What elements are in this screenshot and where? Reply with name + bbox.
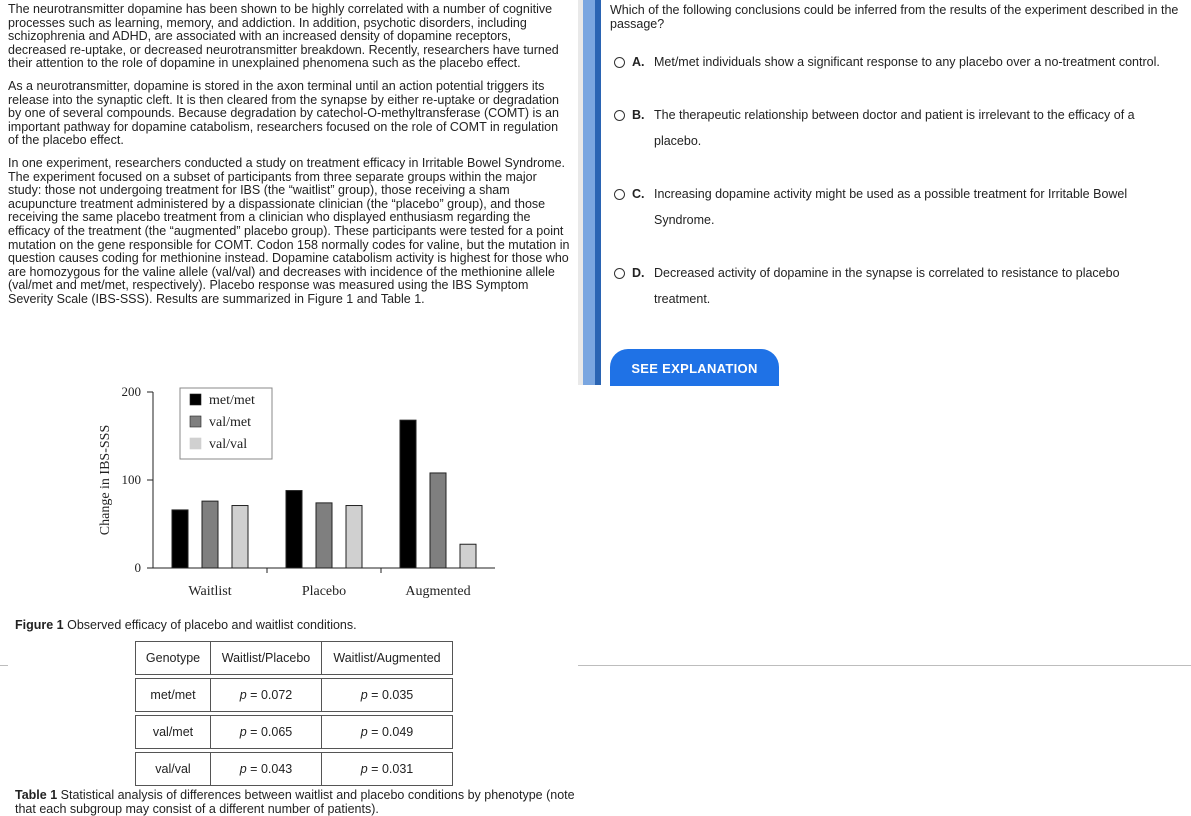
table-header-row [135,641,453,675]
genotype-cell: val/val [135,752,211,786]
table-caption [15,788,575,816]
choice-letter: A. [632,55,645,69]
table-header: Genotype [135,641,211,675]
bar-val-met-waitlist [202,501,218,568]
stats-table [135,641,453,786]
radio-icon[interactable] [614,57,625,68]
panel-separator-accent [595,0,601,385]
table-caption-text: Statistical analysis of differences between waitlist and placebo conditions by phenotype (note that each subgroup may consist of a different number of patients). [15,788,575,816]
bar-met-met-augmented [400,420,416,568]
bar-val-met-placebo [316,503,332,568]
choice-text: Met/met individuals show a significant response to any placebo over a no-treatment control. [654,55,1160,69]
y-tick-label: 200 [121,384,141,399]
waitlist-augmented-cell: p = 0.035 [322,678,453,712]
waitlist-augmented-cell: p = 0.049 [322,715,453,749]
choice-letter: C. [632,187,645,201]
figure-caption-text: Observed efficacy of placebo and waitlist conditions. [63,618,357,632]
bar-val-val-augmented [460,544,476,568]
y-axis-label: Change in IBS-SSS [98,424,113,536]
figure-caption [15,618,357,632]
waitlist-augmented-cell: p = 0.031 [322,752,453,786]
radio-icon[interactable] [614,189,625,200]
genotype-cell: met/met [135,678,211,712]
see-explanation-button[interactable]: SEE EXPLANATION [610,349,779,386]
table-row [135,752,453,786]
bar-val-met-augmented [430,473,446,568]
bar-met-met-placebo [286,491,302,568]
figure-1-bar-chart [90,380,510,605]
waitlist-placebo-cell: p = 0.065 [211,715,322,749]
y-tick-label: 0 [134,560,141,575]
waitlist-placebo-cell: p = 0.072 [211,678,322,712]
legend-label: val/met [209,415,251,430]
x-tick-label: Placebo [301,584,347,599]
legend-swatch [190,438,201,449]
choice-letter: B. [632,108,645,122]
waitlist-placebo-cell: p = 0.043 [211,752,322,786]
choice-text: The therapeutic relationship between doctor and patient is irrelevant to the efficacy of a placebo. [654,108,1135,148]
bar-met-met-waitlist [172,510,188,568]
choice-letter: D. [632,266,645,280]
table-row [135,715,453,749]
table-header: Waitlist/Placebo [211,641,322,675]
divider [578,665,1191,666]
divider [0,665,8,666]
choice-text: Decreased activity of dopamine in the synapse is correlated to resistance to placebo treatment. [654,266,1120,306]
bar-val-val-placebo [346,506,362,568]
passage-paragraph: In one experiment, researchers conducted a study on treatment efficacy in Irritable Bowel Syndrome. The experiment focused on a subset of participants from three separate groups within the major study: those not undergoing treatment for IBS (the “waitlist” group), those receiving a sham acupuncture treatment administered by a dispassionate clinician (the “placebo” group), and those receiving the same placebo treatment from a clinician who displayed enthusiasm regarding the efficacy of the treatment (the “augmented” placebo group). These participants were tested for a point mutation on the gene responsible for COMT. Codon 158 normally codes for valine, but the mutation in question causes coding for methionine instead. Dopamine catabolism activity is highest for those who are homozygous for the valine allele (val/val) and decreases with incidence of the methionine allele (val/met and met/met, respectively). Placebo response was measured using the IBS Symptom Severity Scale (IBS-SSS). Results are summarized in Figure 1 and Table 1. [8,155,570,306]
passage-paragraph: The neurotransmitter dopamine has been shown to be highly correlated with a number of cognitive processes such as learning, memory, and addiction. In addition, psychotic disorders, including schizophrenia and ADHD, are associated with an increased density of dopamine receptors, decreased re-uptake, or decreased neurotransmitter breakdown. Recently, researchers have turned their attention to the role of dopamine in unexplained phenomena such as the placebo effect. [8,2,559,71]
table-row [135,678,453,712]
figure-caption-label: Figure 1 [15,618,64,632]
table-header: Waitlist/Augmented [322,641,453,675]
table-caption-label: Table 1 [15,788,58,802]
passage-paragraph: As a neurotransmitter, dopamine is stored in the axon terminal until an action potential triggers its release into the synaptic cleft. It is then cleared from the synapse by either re-uptake or degradation by one of several compounds. Because degradation by catechol-O-methyltransferase (COMT) is an important pathway for dopamine catabolism, researchers focused on the role of COMT in regulation of the placebo effect. [8,78,560,148]
panel-separator [583,0,595,385]
legend-label: val/val [209,437,248,452]
bar-val-val-waitlist [232,506,248,568]
legend-label: met/met [209,393,255,408]
legend-swatch [190,394,201,405]
passage [8,3,570,315]
legend-swatch [190,416,201,427]
radio-icon[interactable] [614,268,625,279]
genotype-cell: val/met [135,715,211,749]
y-tick-label: 100 [121,472,141,487]
question-stem: Which of the following conclusions could be inferred from the results of the experiment described in the passage? [610,3,1179,31]
choice-text: Increasing dopamine activity might be used as a possible treatment for Irritable Bowel Syndrome. [654,187,1128,227]
x-tick-label: Augmented [405,584,471,599]
radio-icon[interactable] [614,110,625,121]
x-tick-label: Waitlist [188,584,232,599]
